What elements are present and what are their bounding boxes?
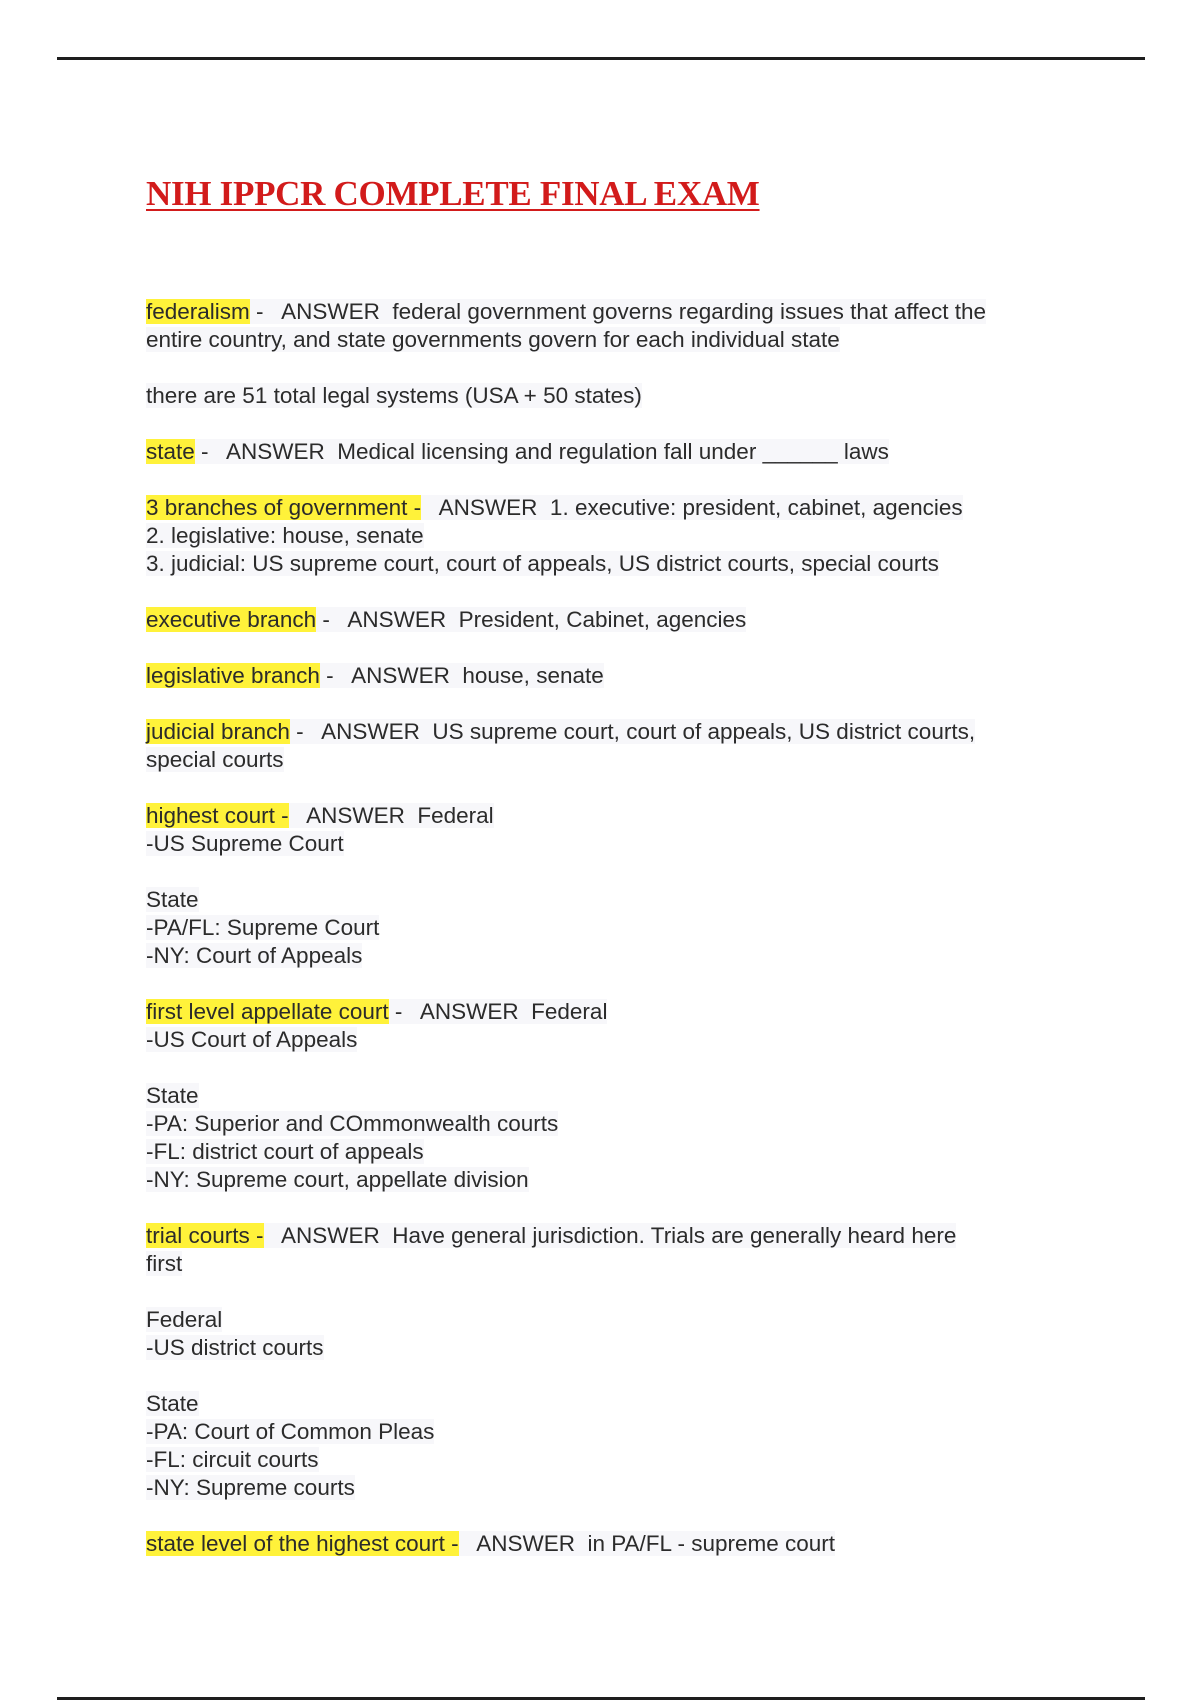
answer-text: ANSWER federal government governs regarding issues that affect the	[281, 299, 987, 324]
document-body	[146, 298, 1076, 1586]
answer-text: -US Court of Appeals	[146, 1027, 358, 1052]
answer-text: ANSWER in PA/FL - supreme court	[476, 1531, 836, 1556]
term-highlight: executive branch	[146, 607, 317, 632]
answer-text: -NY: Supreme courts	[146, 1475, 355, 1500]
term-highlight: 3 branches of government -	[146, 495, 422, 520]
answer-text: ANSWER President, Cabinet, agencies	[347, 607, 747, 632]
answer-text: -PA: Superior and COmmonwealth courts	[146, 1111, 559, 1136]
qa-entry-federalism: federalism - ANSWER federal government governs regarding issues that affect the entire country, and state governments govern for each individual state	[146, 299, 987, 352]
qa-entry-highest-court	[146, 802, 1076, 858]
note-text: there are 51 total legal systems (USA + 50 states)	[146, 383, 642, 408]
answer-text: State	[146, 887, 199, 912]
answer-text: -NY: Court of Appeals	[146, 943, 363, 968]
answer-text: ANSWER Federal	[306, 803, 494, 828]
answer-text: special courts	[146, 747, 284, 772]
qa-entry-trial-courts-state	[146, 1390, 1076, 1502]
term-highlight: legislative branch	[146, 663, 320, 688]
answer-text: 2. legislative: house, senate	[146, 523, 424, 548]
answer-text: State	[146, 1391, 199, 1416]
qa-entry-state: state - ANSWER Medical licensing and regulation fall under ______ laws	[146, 439, 889, 464]
answer-text: -US Supreme Court	[146, 831, 344, 856]
qa-entry-judicial-branch: judicial branch - ANSWER US supreme court, court of appeals, US district courts, special courts	[146, 719, 976, 772]
answer-text: Federal	[146, 1307, 223, 1332]
term-highlight: state	[146, 439, 195, 464]
term-highlight: first level appellate court	[146, 999, 389, 1024]
answer-text: ANSWER US supreme court, court of appeals, US district courts,	[321, 719, 976, 744]
answer-text: State	[146, 1083, 199, 1108]
qa-entry-first-level-appellate-state	[146, 1082, 1076, 1194]
answer-text: ANSWER 1. executive: president, cabinet, agencies	[438, 495, 963, 520]
answer-text: -PA: Court of Common Pleas	[146, 1419, 435, 1444]
answer-text: 3. judicial: US supreme court, court of appeals, US district courts, special courts	[146, 551, 939, 576]
term-highlight: state level of the highest court -	[146, 1531, 459, 1556]
qa-entry-3-branches	[146, 494, 1076, 578]
answer-text: -FL: district court of appeals	[146, 1139, 424, 1164]
answer-text: ANSWER Medical licensing and regulation fall under ______ laws	[226, 439, 889, 464]
answer-text: ANSWER Federal	[419, 999, 608, 1024]
qa-entry-first-level-appellate-court: first level appellate court - ANSWER Federal -US Court of Appeals	[146, 999, 608, 1052]
answer-text: first	[146, 1251, 183, 1276]
answer-text: -US district courts	[146, 1335, 324, 1360]
answer-text: -NY: Supreme court, appellate division	[146, 1167, 529, 1192]
note-legal-systems	[146, 382, 1076, 410]
term-highlight: trial courts -	[146, 1223, 264, 1248]
answer-text: ANSWER house, senate	[351, 663, 604, 688]
term-highlight: highest court -	[146, 803, 289, 828]
document-title: NIH IPPCR COMPLETE FINAL EXAM	[146, 174, 760, 213]
term-highlight: federalism	[146, 299, 250, 324]
answer-text: entire country, and state governments govern for each individual state	[146, 327, 840, 352]
header-rule	[57, 57, 1145, 60]
qa-entry-executive-branch: executive branch - ANSWER President, Cabinet, agencies	[146, 607, 747, 632]
answer-text: -PA/FL: Supreme Court	[146, 915, 380, 940]
qa-entry-trial-courts	[146, 1222, 1076, 1278]
term-highlight: judicial branch	[146, 719, 290, 744]
qa-entry-state-level-highest-court	[146, 1530, 1076, 1558]
qa-entry-legislative-branch: legislative branch - ANSWER house, senate	[146, 663, 604, 688]
qa-entry-highest-court-state	[146, 886, 1076, 970]
answer-text: -FL: circuit courts	[146, 1447, 319, 1472]
qa-entry-trial-courts-federal	[146, 1306, 1076, 1362]
answer-text: ANSWER Have general jurisdiction. Trials are generally heard here	[281, 1223, 957, 1248]
